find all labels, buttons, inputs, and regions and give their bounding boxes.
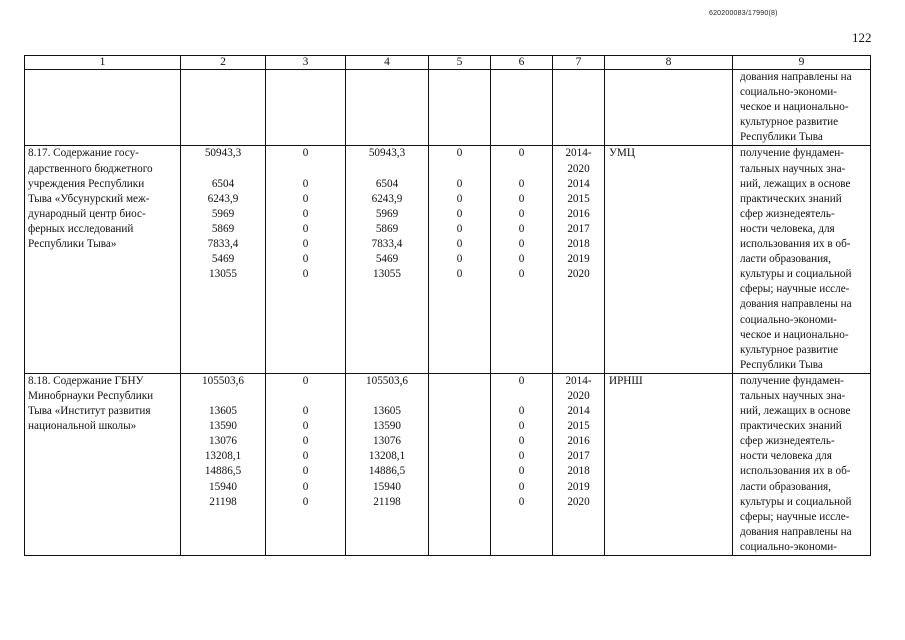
purpose-cell bbox=[733, 146, 871, 373]
value: 0 bbox=[302, 495, 309, 508]
header-row bbox=[25, 56, 871, 70]
value bbox=[346, 162, 428, 177]
text-line: тальных научных зна- bbox=[740, 162, 846, 175]
value: 0 bbox=[518, 495, 525, 508]
text-line: Минобрнауки Республики bbox=[28, 389, 154, 402]
value: 13208,1 bbox=[204, 450, 242, 463]
text-line: культурное развитие bbox=[740, 116, 839, 129]
value: 0 bbox=[302, 177, 309, 190]
value: 5869 bbox=[211, 222, 235, 235]
extra-budget-cell bbox=[491, 373, 553, 555]
value: 13208,1 bbox=[368, 450, 406, 463]
cont-cell-4 bbox=[346, 70, 429, 146]
value: 0 bbox=[456, 177, 463, 190]
text-line: национальной школы» bbox=[28, 420, 137, 433]
value: 0 bbox=[518, 480, 525, 493]
continuation-row bbox=[25, 70, 871, 146]
value bbox=[429, 374, 490, 389]
value: 2014 bbox=[567, 177, 590, 190]
text-line: сфер жизнедеятель- bbox=[740, 435, 835, 448]
text-line: использования их в об- bbox=[740, 465, 851, 478]
header-cell-3: 3 bbox=[266, 56, 346, 70]
local-cell bbox=[429, 146, 491, 373]
value: 0 bbox=[302, 268, 309, 281]
value: 15940 bbox=[209, 480, 237, 493]
value: 2014 bbox=[567, 405, 590, 418]
value: 13590 bbox=[209, 420, 237, 433]
value: 2015 bbox=[567, 420, 590, 433]
value: 5869 bbox=[375, 222, 399, 235]
value: 0 bbox=[518, 465, 525, 478]
text-line: культуры и социальной bbox=[740, 268, 852, 281]
text-line: ний, лежащих в основе bbox=[740, 177, 851, 190]
purpose-cell bbox=[733, 373, 871, 555]
text-line: дународный центр биос- bbox=[28, 207, 146, 220]
value: 0 bbox=[518, 253, 525, 266]
text-line: дования направлены на bbox=[740, 525, 852, 538]
value: 2020 bbox=[567, 268, 590, 281]
text-line: получение фундамен- bbox=[740, 147, 844, 160]
value bbox=[266, 389, 345, 404]
value: 13076 bbox=[209, 435, 237, 448]
value: 0 bbox=[302, 253, 309, 266]
year-cell bbox=[553, 146, 605, 373]
value: 50943,3 bbox=[204, 147, 242, 160]
total-cell bbox=[181, 373, 266, 555]
regional-cell bbox=[346, 373, 429, 555]
text-line: использования их в об- bbox=[740, 238, 851, 251]
header-cell-8: 8 bbox=[605, 56, 733, 70]
value: 0 bbox=[302, 420, 309, 433]
cont-cell-6 bbox=[491, 70, 553, 146]
value: 105503,6 bbox=[366, 374, 408, 387]
text-line: сферы; научные иссле- bbox=[740, 510, 850, 523]
header-cell-9: 9 bbox=[733, 56, 871, 70]
value: 0 bbox=[302, 192, 309, 205]
value bbox=[491, 389, 552, 404]
text-line: получение фундамен- bbox=[740, 374, 844, 387]
value: 2014- bbox=[565, 374, 592, 387]
value: 0 bbox=[302, 147, 309, 160]
text-line: практических знаний bbox=[740, 192, 842, 205]
text-line: практических знаний bbox=[740, 420, 842, 433]
text-line: Республики Тыва bbox=[740, 131, 823, 144]
cont-cell-8 bbox=[605, 70, 733, 146]
text-line: социально-экономи- bbox=[740, 540, 838, 553]
value: 15940 bbox=[373, 480, 401, 493]
cont-cell-5 bbox=[429, 70, 491, 146]
federal-cell bbox=[266, 373, 346, 555]
total-cell bbox=[181, 146, 266, 373]
value: 6243,9 bbox=[207, 192, 239, 205]
value: 0 bbox=[518, 435, 525, 448]
value: 5969 bbox=[211, 207, 235, 220]
value: 0 bbox=[302, 405, 309, 418]
document-code: 620200083/17990(8) bbox=[709, 10, 778, 17]
value: 0 bbox=[456, 192, 463, 205]
value: 0 bbox=[456, 222, 463, 235]
value bbox=[181, 162, 265, 177]
text-line: 8.18. Содержание ГБНУ bbox=[28, 374, 144, 387]
value: 0 bbox=[456, 147, 463, 160]
extra-budget-cell bbox=[491, 146, 553, 373]
page-number: 122 bbox=[852, 30, 872, 45]
value: 13605 bbox=[209, 405, 237, 418]
text-line: сфер жизнедеятель- bbox=[740, 207, 835, 220]
value: 0 bbox=[302, 207, 309, 220]
value: 105503,6 bbox=[202, 374, 244, 387]
value: 2020 bbox=[567, 495, 590, 508]
value bbox=[181, 389, 265, 404]
value: 0 bbox=[302, 480, 309, 493]
activity-name-cell bbox=[25, 146, 181, 373]
text-line: дования направлены на bbox=[740, 71, 852, 83]
value: 2017 bbox=[567, 222, 590, 235]
value bbox=[266, 162, 345, 177]
local-cell bbox=[429, 373, 491, 555]
value: 0 bbox=[302, 465, 309, 478]
value: 0 bbox=[518, 147, 525, 160]
value: 0 bbox=[518, 268, 525, 281]
value: 2020 bbox=[567, 389, 590, 402]
header-cell-5: 5 bbox=[429, 56, 491, 70]
value: 5469 bbox=[211, 253, 235, 266]
value: 2016 bbox=[567, 207, 590, 220]
value: 2018 bbox=[567, 465, 590, 478]
value: 2019 bbox=[567, 253, 590, 266]
program-table bbox=[24, 55, 871, 556]
year-cell bbox=[553, 373, 605, 555]
activity-name-cell bbox=[25, 373, 181, 555]
text-line: ласти образования, bbox=[740, 253, 831, 266]
header-cell-7: 7 bbox=[553, 56, 605, 70]
value: 2014- bbox=[565, 147, 592, 160]
value: 5469 bbox=[375, 253, 399, 266]
value: 2017 bbox=[567, 450, 590, 463]
value: 0 bbox=[456, 207, 463, 220]
responsible-org: УМЦ bbox=[609, 147, 635, 160]
value: 21198 bbox=[373, 495, 401, 508]
text-line: дарственного бюджетного bbox=[28, 162, 153, 175]
header-cell-4: 4 bbox=[346, 56, 429, 70]
value: 0 bbox=[518, 405, 525, 418]
value: 0 bbox=[518, 238, 525, 251]
table-row bbox=[25, 373, 871, 555]
text-line: культуры и социальной bbox=[740, 495, 852, 508]
value: 0 bbox=[302, 435, 309, 448]
value: 0 bbox=[302, 374, 309, 387]
value: 0 bbox=[302, 238, 309, 251]
text-line: сферы; научные иссле- bbox=[740, 283, 850, 296]
header-cell-1: 1 bbox=[25, 56, 181, 70]
value: 0 bbox=[518, 207, 525, 220]
cont-purpose-cell bbox=[733, 70, 871, 146]
value: 0 bbox=[518, 177, 525, 190]
value bbox=[346, 389, 428, 404]
value: 0 bbox=[518, 450, 525, 463]
text-line: Республики Тыва» bbox=[28, 238, 117, 251]
value: 0 bbox=[518, 374, 525, 387]
value: 2019 bbox=[567, 480, 590, 493]
header-cell-6: 6 bbox=[491, 56, 553, 70]
federal-cell bbox=[266, 146, 346, 373]
value: 0 bbox=[518, 192, 525, 205]
text-line: Тыва «Институт развития bbox=[28, 405, 151, 418]
text-line: Тыва «Убсунурский меж- bbox=[28, 192, 150, 205]
text-line: ности человека, для bbox=[740, 222, 835, 235]
value: 0 bbox=[518, 420, 525, 433]
value: 7833,4 bbox=[207, 238, 239, 251]
value: 13076 bbox=[373, 435, 401, 448]
value: 0 bbox=[456, 238, 463, 251]
value: 2016 bbox=[567, 435, 590, 448]
value: 0 bbox=[518, 222, 525, 235]
value: 21198 bbox=[209, 495, 237, 508]
value: 13590 bbox=[373, 420, 401, 433]
text-line: тальных научных зна- bbox=[740, 389, 846, 402]
value: 0 bbox=[456, 268, 463, 281]
value: 0 bbox=[456, 253, 463, 266]
value: 50943,3 bbox=[368, 147, 406, 160]
table-row bbox=[25, 146, 871, 373]
cont-cell-2 bbox=[181, 70, 266, 146]
text-line: дования направлены на bbox=[740, 298, 852, 311]
text-line: социально-экономи- bbox=[740, 313, 838, 326]
text-line: ческое и национально- bbox=[740, 101, 849, 114]
header-cell-2: 2 bbox=[181, 56, 266, 70]
cont-cell-1 bbox=[25, 70, 181, 146]
text-line: ласти образования, bbox=[740, 480, 831, 493]
cont-cell-7 bbox=[553, 70, 605, 146]
value: 13055 bbox=[373, 268, 401, 281]
text-line: ности человека для bbox=[740, 450, 832, 463]
value: 6243,9 bbox=[371, 192, 403, 205]
responsible-org: ИРНШ bbox=[609, 374, 643, 387]
text-line: учреждения Республики bbox=[28, 177, 145, 190]
text-line: ний, лежащих в основе bbox=[740, 405, 851, 418]
value bbox=[491, 162, 552, 177]
value: 14886,5 bbox=[204, 465, 242, 478]
value bbox=[429, 162, 490, 177]
value: 14886,5 bbox=[368, 465, 406, 478]
value: 2018 bbox=[567, 238, 590, 251]
value: 0 bbox=[302, 222, 309, 235]
text-line: социально-экономи- bbox=[740, 86, 838, 99]
value: 2015 bbox=[567, 192, 590, 205]
text-line: культурное развитие bbox=[740, 343, 839, 356]
text-line: ферных исследований bbox=[28, 222, 134, 235]
responsible-cell bbox=[605, 146, 733, 373]
value: 6504 bbox=[375, 177, 399, 190]
value: 6504 bbox=[211, 177, 235, 190]
value: 2020 bbox=[567, 162, 590, 175]
value: 0 bbox=[302, 450, 309, 463]
value: 13055 bbox=[209, 268, 237, 281]
cont-cell-3 bbox=[266, 70, 346, 146]
value: 7833,4 bbox=[371, 238, 403, 251]
responsible-cell bbox=[605, 373, 733, 555]
value: 13605 bbox=[373, 405, 401, 418]
text-line: Республики Тыва bbox=[740, 358, 823, 371]
regional-cell bbox=[346, 146, 429, 373]
value: 5969 bbox=[375, 207, 399, 220]
text-line: 8.17. Содержание госу- bbox=[28, 147, 139, 160]
text-line: ческое и национально- bbox=[740, 328, 849, 341]
